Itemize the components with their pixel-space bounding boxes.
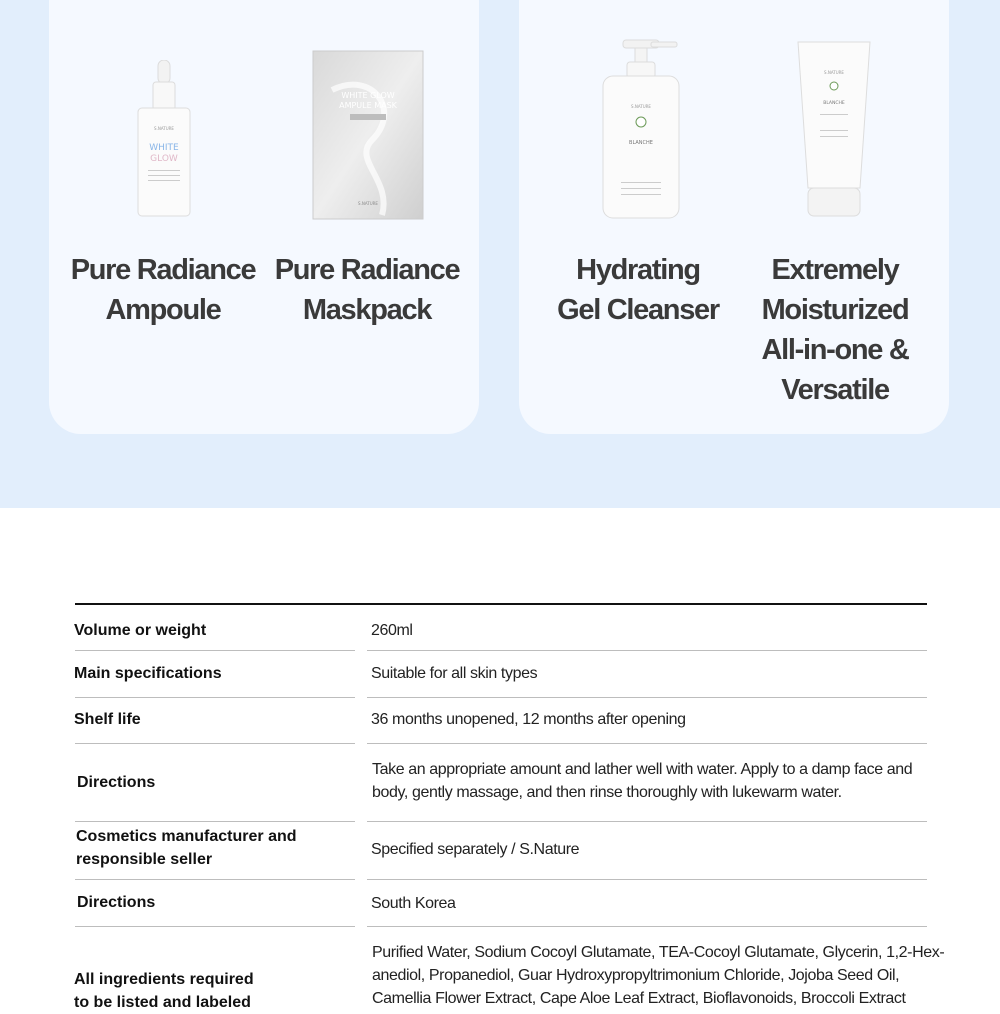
product-name-moisturizer — [730, 250, 940, 410]
row-divider — [367, 743, 927, 744]
spec-label-line: Cosmetics manufacturer and — [76, 828, 297, 845]
row-divider — [75, 879, 355, 880]
spec-value-main-spec: Suitable for all skin types — [371, 665, 538, 682]
product-name-line: Ampoule — [105, 294, 221, 326]
spec-label-manufacturer — [76, 825, 297, 871]
product-name-line: Hydrating — [576, 254, 700, 286]
row-divider — [367, 650, 927, 651]
row-divider — [75, 650, 355, 651]
spec-label-origin: Directions — [77, 894, 156, 911]
row-divider — [75, 926, 355, 927]
spec-value-shelf-life: 36 months unopened, 12 months after opening — [371, 711, 686, 728]
spec-value-line: body, gently massage, and then rinse thoroughly with lukewarm water. — [372, 784, 842, 801]
svg-text:WHITE GLOW: WHITE GLOW — [341, 91, 395, 100]
product-maskpack[interactable] — [264, 0, 479, 434]
spec-label-ingredients — [74, 968, 254, 1014]
spec-value-manufacturer: Specified separately / S.Nature — [371, 841, 580, 858]
product-name-line: Extremely — [771, 254, 899, 286]
svg-text:WHITE: WHITE — [149, 143, 179, 153]
svg-text:S.NATURE: S.NATURE — [824, 70, 844, 75]
svg-text:S.NATURE: S.NATURE — [154, 126, 174, 131]
product-name-line: Maskpack — [302, 294, 432, 326]
product-name-gel-cleanser — [533, 250, 743, 330]
row-divider — [367, 879, 927, 880]
product-name-line: Pure Radiance — [70, 254, 256, 286]
row-divider — [75, 821, 355, 822]
product-name-ampoule — [58, 250, 268, 330]
spec-value-origin: South Korea — [371, 895, 456, 912]
spec-value-line: Purified Water, Sodium Cocoyl Glutamate, TEA-Cocoyl Glutamate, Glycerin, 1,2-Hex- — [372, 944, 945, 961]
spec-label-volume: Volume or weight — [74, 622, 207, 639]
ampoule-bottle-image — [134, 60, 194, 220]
product-name-line: Versatile — [781, 374, 889, 406]
spec-label-line: to be listed and labeled — [74, 994, 251, 1011]
spec-value-volume: 260ml — [371, 622, 413, 639]
spec-label-line: All ingredients required — [74, 971, 254, 988]
row-divider — [367, 821, 927, 822]
svg-text:AMPULE MASK: AMPULE MASK — [339, 101, 397, 110]
spec-value-line: Take an appropriate amount and lather well with water. Apply to a damp face and — [372, 761, 913, 778]
svg-text:S.NATURE: S.NATURE — [631, 104, 651, 109]
product-card-right — [519, 0, 949, 434]
spec-label-main-spec: Main specifications — [74, 665, 222, 682]
spec-table-top-border — [75, 603, 927, 605]
product-moisturizer[interactable] — [734, 0, 949, 434]
row-divider — [367, 697, 927, 698]
spec-label-directions: Directions — [77, 774, 156, 791]
spec-label-shelf-life: Shelf life — [74, 711, 141, 728]
svg-text:BLANCHE: BLANCHE — [823, 101, 845, 106]
product-name-line: Pure Radiance — [274, 254, 460, 286]
spec-value-directions — [372, 758, 912, 804]
product-ampoule[interactable] — [49, 0, 264, 434]
product-card-left — [49, 0, 479, 434]
tube-image — [794, 40, 874, 220]
spec-value-line: Camellia Flower Extract, Cape Aloe Leaf Extract, Bioflavonoids, Broccoli Extract — [372, 990, 906, 1007]
spec-label-line: responsible seller — [76, 851, 213, 868]
mask-sachet-image — [312, 50, 424, 220]
svg-text:GLOW: GLOW — [150, 154, 178, 164]
spec-value-line: anediol, Propanediol, Guar Hydroxypropyltrimonium Chloride, Jojoba Seed Oil, — [372, 967, 900, 984]
svg-text:S.NATURE: S.NATURE — [358, 201, 378, 206]
product-name-maskpack — [262, 250, 472, 330]
product-name-line: Moisturized — [761, 294, 909, 326]
svg-text:BLANCHE: BLANCHE — [629, 140, 653, 146]
pump-bottle-image — [597, 36, 683, 222]
product-name-line: Gel Cleanser — [557, 294, 719, 326]
product-gel-cleanser[interactable] — [519, 0, 734, 434]
row-divider — [75, 743, 355, 744]
product-name-line: All-in-one & — [761, 334, 909, 366]
row-divider — [367, 926, 927, 927]
row-divider — [75, 697, 355, 698]
